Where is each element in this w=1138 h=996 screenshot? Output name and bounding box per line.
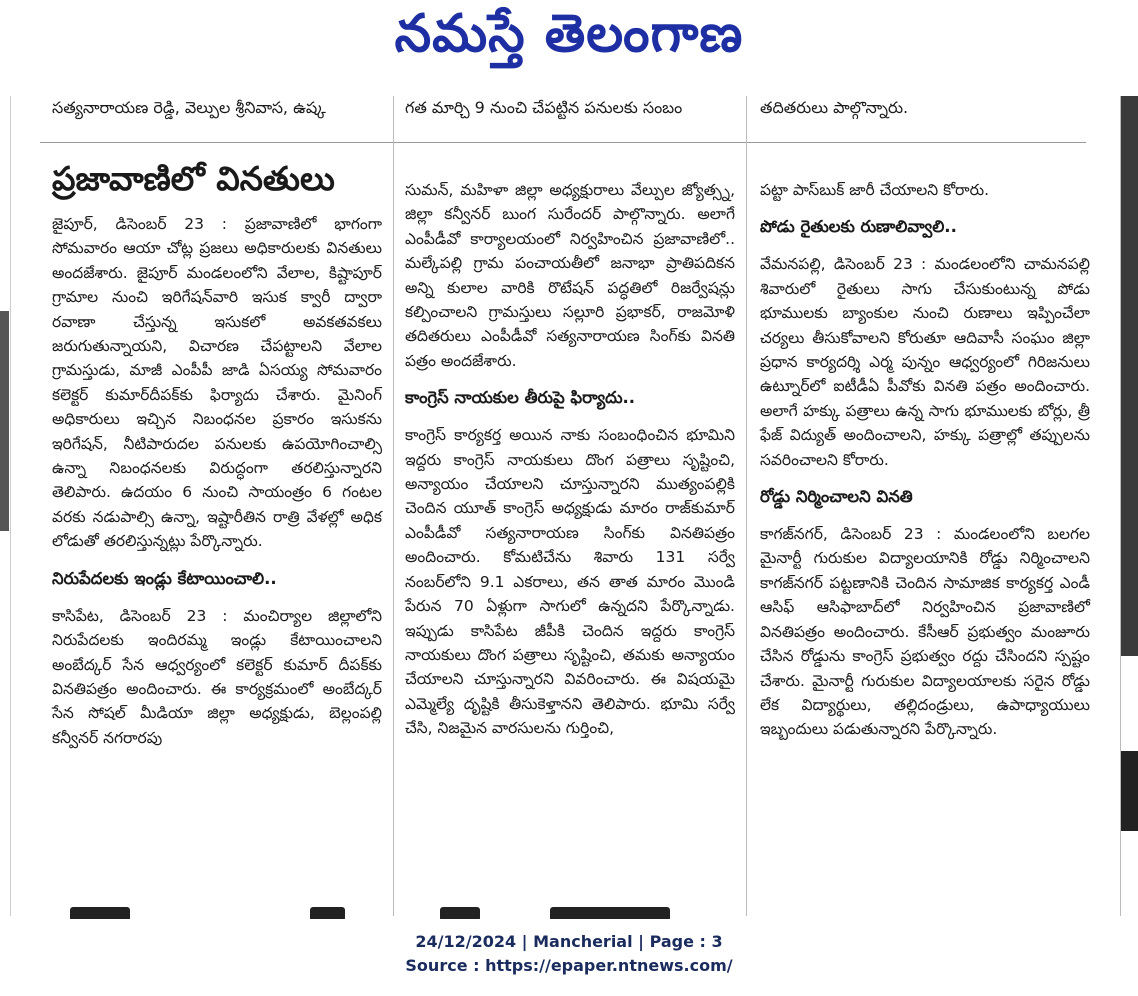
article-subhead: పోడు రైతులకు రుణాలివ్వాలి.. (760, 217, 957, 237)
top-fragment-col2: గత మార్చి 9 నుంచి చేపట్టిన పనులకు సంబం (405, 98, 683, 117)
footer-date-edition: 24/12/2024 | Mancherial | Page : 3 (415, 932, 723, 951)
divider (40, 142, 1086, 143)
adjacent-photo (1121, 751, 1138, 831)
cropped-text (550, 907, 670, 919)
column-divider (746, 96, 747, 916)
article-paragraph: వేమనపల్లి, డిసెంబర్ 23 : మండలంలోని చామనపల్లి శివారులో రైతులు సాగు చేసుకుంటున్న పోడు భూములకు బ్యాంకుల నుంచి రుణాలు ఇప్పించేలా చర్యలు తీసుకోవాలని కోరుతూ ఆదివాసీ సంఘం జిల్లా ప్రధాన కార్యదర్శి ఎర్మ పున్నం ఆధ్వర్యంలో గిరిజనులు ఉట్నూర్‌లో ఐటీడీఏ పీవోకు వినతి పత్రం అందించారు. అలాగే హక్కు పత్రాలు ఉన్న సాగు భూములకు బోర్లు, త్రీ ఫేజ్ విద్యుత్ అందించాలని, హక్కు పత్రాల్లో తప్పులను సవరించాలని కోరారు. (760, 255, 1090, 469)
article-subhead: రోడ్డు నిర్మించాలని వినతి (760, 487, 913, 507)
masthead (0, 0, 1138, 82)
column-divider (393, 96, 394, 916)
article-column-3 (760, 178, 1090, 754)
footer (0, 930, 1138, 978)
adjacent-photo (1121, 96, 1138, 656)
footer-source-link[interactable]: Source : https://epaper.ntnews.com/ (405, 956, 733, 975)
cropped-text (440, 907, 480, 919)
article-paragraph: కాంగ్రెస్ కార్యకర్త అయిన నాకు సంబంధించిన భూమిని ఇద్దరు కాంగ్రెస్ నాయకులు దొంగ పత్రాలు సృష్టించి, అన్యాయం చేయాలని చూస్తున్నారని ముత్యంపల్లికి చెందిన యూత్ కాంగ్రెస్ అధ్యక్షుడు మారం రాజ్‌కుమార్ ఎంపీడీవో సత్యనారాయణ సింగ్‌కు వినతిపత్రం అందించారు. కోమటిచేను శివారు 131 సర్వే నంబర్‌లోని 9.1 ఎకరాలు, తన తాత మారం మొండి పేరున 70 ఏళ్లుగా సాగులో ఉన్నదని పేర్కొన్నాడు. ఇప్పుడు కాసిపేట జీపీకి చెందిన ఇద్దరు కాంగ్రెస్ నాయకులు దొంగ పత్రాలు సృష్టించి, తమకు అన్యాయం చేయాలని చూస్తున్నారని వివరించారు. ఈ విషయమై ఎమ్మెల్యే దృష్టికి తీసుకెళ్తానని తెలిపారు. భూమి సర్వే చేసి, నిజమైన వారసులను గుర్తించి, (405, 426, 735, 738)
article-subhead: నిరుపేదలకు ఇండ్లు కేటాయించాలి.. (52, 568, 277, 588)
article-paragraph: కాగజ్‌నగర్, డిసెంబర్ 23 : మండలంలోని బలగల మైనార్టీ గురుకుల విద్యాలయానికి రోడ్డు నిర్మించాలని కాగజ్‌నగర్ పట్టణానికి చెందిన సామాజిక కార్యకర్త ఎండీ ఆసిఫ్ ఆసిఫాబాద్‌లో నిర్వహించిన ప్రజావాణిలో వినతిపత్రం అందించారు. కేసీఆర్ ప్రభుత్వం మంజూరు చేసిన రోడ్డును కాంగ్రెస్ ప్రభుత్వం రద్దు చేసిందని స్పష్టం చేశారు. మైనార్టీ గురుకుల విద్యాలయాలకు సరైన రోడ్డు లేక విద్యార్థులు, తల్లిదండ్రులు, ఉపాధ్యాయులు ఇబ్బందులు పడుతున్నారని పేర్కొన్నారు. (760, 525, 1090, 739)
adjacent-column-left (0, 96, 11, 916)
adjacent-column-right (1120, 96, 1138, 916)
masthead-logo: నమస్తే తెలంగాణ (394, 4, 744, 64)
article-column-2 (405, 178, 735, 753)
article-paragraph: కాసిపేట, డిసెంబర్ 23 : మంచిర్యాల జిల్లాలోని నిరుపేదలకు ఇందిరమ్మ ఇండ్లు కేటాయించాలని అంబేద్కర్ సేన ఆధ్వర్యంలో కలెక్టర్ కుమార్ దీపక్‌కు వినతిపత్రం అందించారు. ఈ కార్యక్రమంలో అంబేద్కర్ సేన సోషల్ మీడియా జిల్లా అధ్యక్షుడు, బెల్లంపల్లి కన్వీనర్ నగరారపు (52, 606, 382, 747)
newspaper-clipping (0, 96, 1138, 916)
cropped-text (310, 907, 345, 919)
article-headline: ప్రజావాణిలో వినతులు (52, 159, 335, 198)
article-column-1 (52, 156, 382, 762)
adjacent-photo (0, 311, 9, 531)
top-fragment-col3: తదితరులు పాల్గొన్నారు. (760, 98, 909, 117)
cropped-text (70, 907, 130, 919)
article-subhead: కాంగ్రెస్ నాయకుల తీరుపై ఫిర్యాదు.. (405, 388, 636, 408)
article-paragraph: పట్టా పాస్‌బుక్ జారీ చేయాలని కోరారు. (760, 181, 990, 199)
next-headline-fragment (40, 903, 1120, 919)
top-fragment-col1: సత్యనారాయణ రెడ్డి, వెల్పుల శ్రీనివాస, ఉష్క (52, 98, 326, 117)
article-paragraph: సుమన్, మహిళా జిల్లా అధ్యక్షురాలు వేల్పుల జ్యోత్స్న, జిల్లా కన్వీనర్ బుంగ సురేందర్ పాల్గొన్నారు. అలాగే ఎంపీడీవో కార్యాలయంలో నిర్వహించిన ప్రజావాణిలో.. మల్కేపల్లి గ్రామ పంచాయతీలో జనాభా ప్రాతిపదికన అన్ని కులాల వారికి రొటేషన్ పద్ధతిలో రిజర్వేషన్లు కల్పించాలని గ్రామస్తులు సల్లూరి ప్రభాకర్, రాజమోళి తదితరులు ఎంపీడీవో సత్యనారాయణ సింగ్‌కు వినతి పత్రం అందజేశారు. (405, 181, 735, 370)
article-paragraph: జైపూర్, డిసెంబర్ 23 : ప్రజావాణిలో భాగంగా సోమవారం ఆయా చోట్ల ప్రజలు అధికారులకు వినతులు అందజేశారు. జైపూర్ మండలంలోని వేలాల, కిష్టాపూర్ గ్రామాల నుంచి ఇరిగేషన్‌వారి ఇసుక క్వారీ ద్వారా రవాణా చేస్తున్న ఇసుకలో అవకతవకలు జరుగుతున్నాయని, విచారణ చేపట్టాలని వేలాల గ్రామస్తుడు, మాజీ ఎంపీపీ జాడి ఏసయ్య సోమవారం కలెక్టర్ కుమార్‌దీపక్‌కు ఫిర్యాదు చేశారు. మైనింగ్ అధికారులు ఇచ్చిన నిబంధనల ప్రకారం ఇసుకను ఇరిగేషన్, నీటిపారుదల పనులకు ఉపయోగించాల్సి ఉన్నా నిబంధనలకు విరుద్ధంగా తరలిస్తున్నారని తెలిపారు. ఉదయం 6 నుంచి సాయంత్రం 6 గంటల వరకు నడుపాల్సి ఉన్నా, ఇష్టారీతిన రాత్రి వేళల్లో అధిక లోడుతో తరలిస్తున్నట్లు పేర్కొన్నారు. (52, 215, 382, 551)
